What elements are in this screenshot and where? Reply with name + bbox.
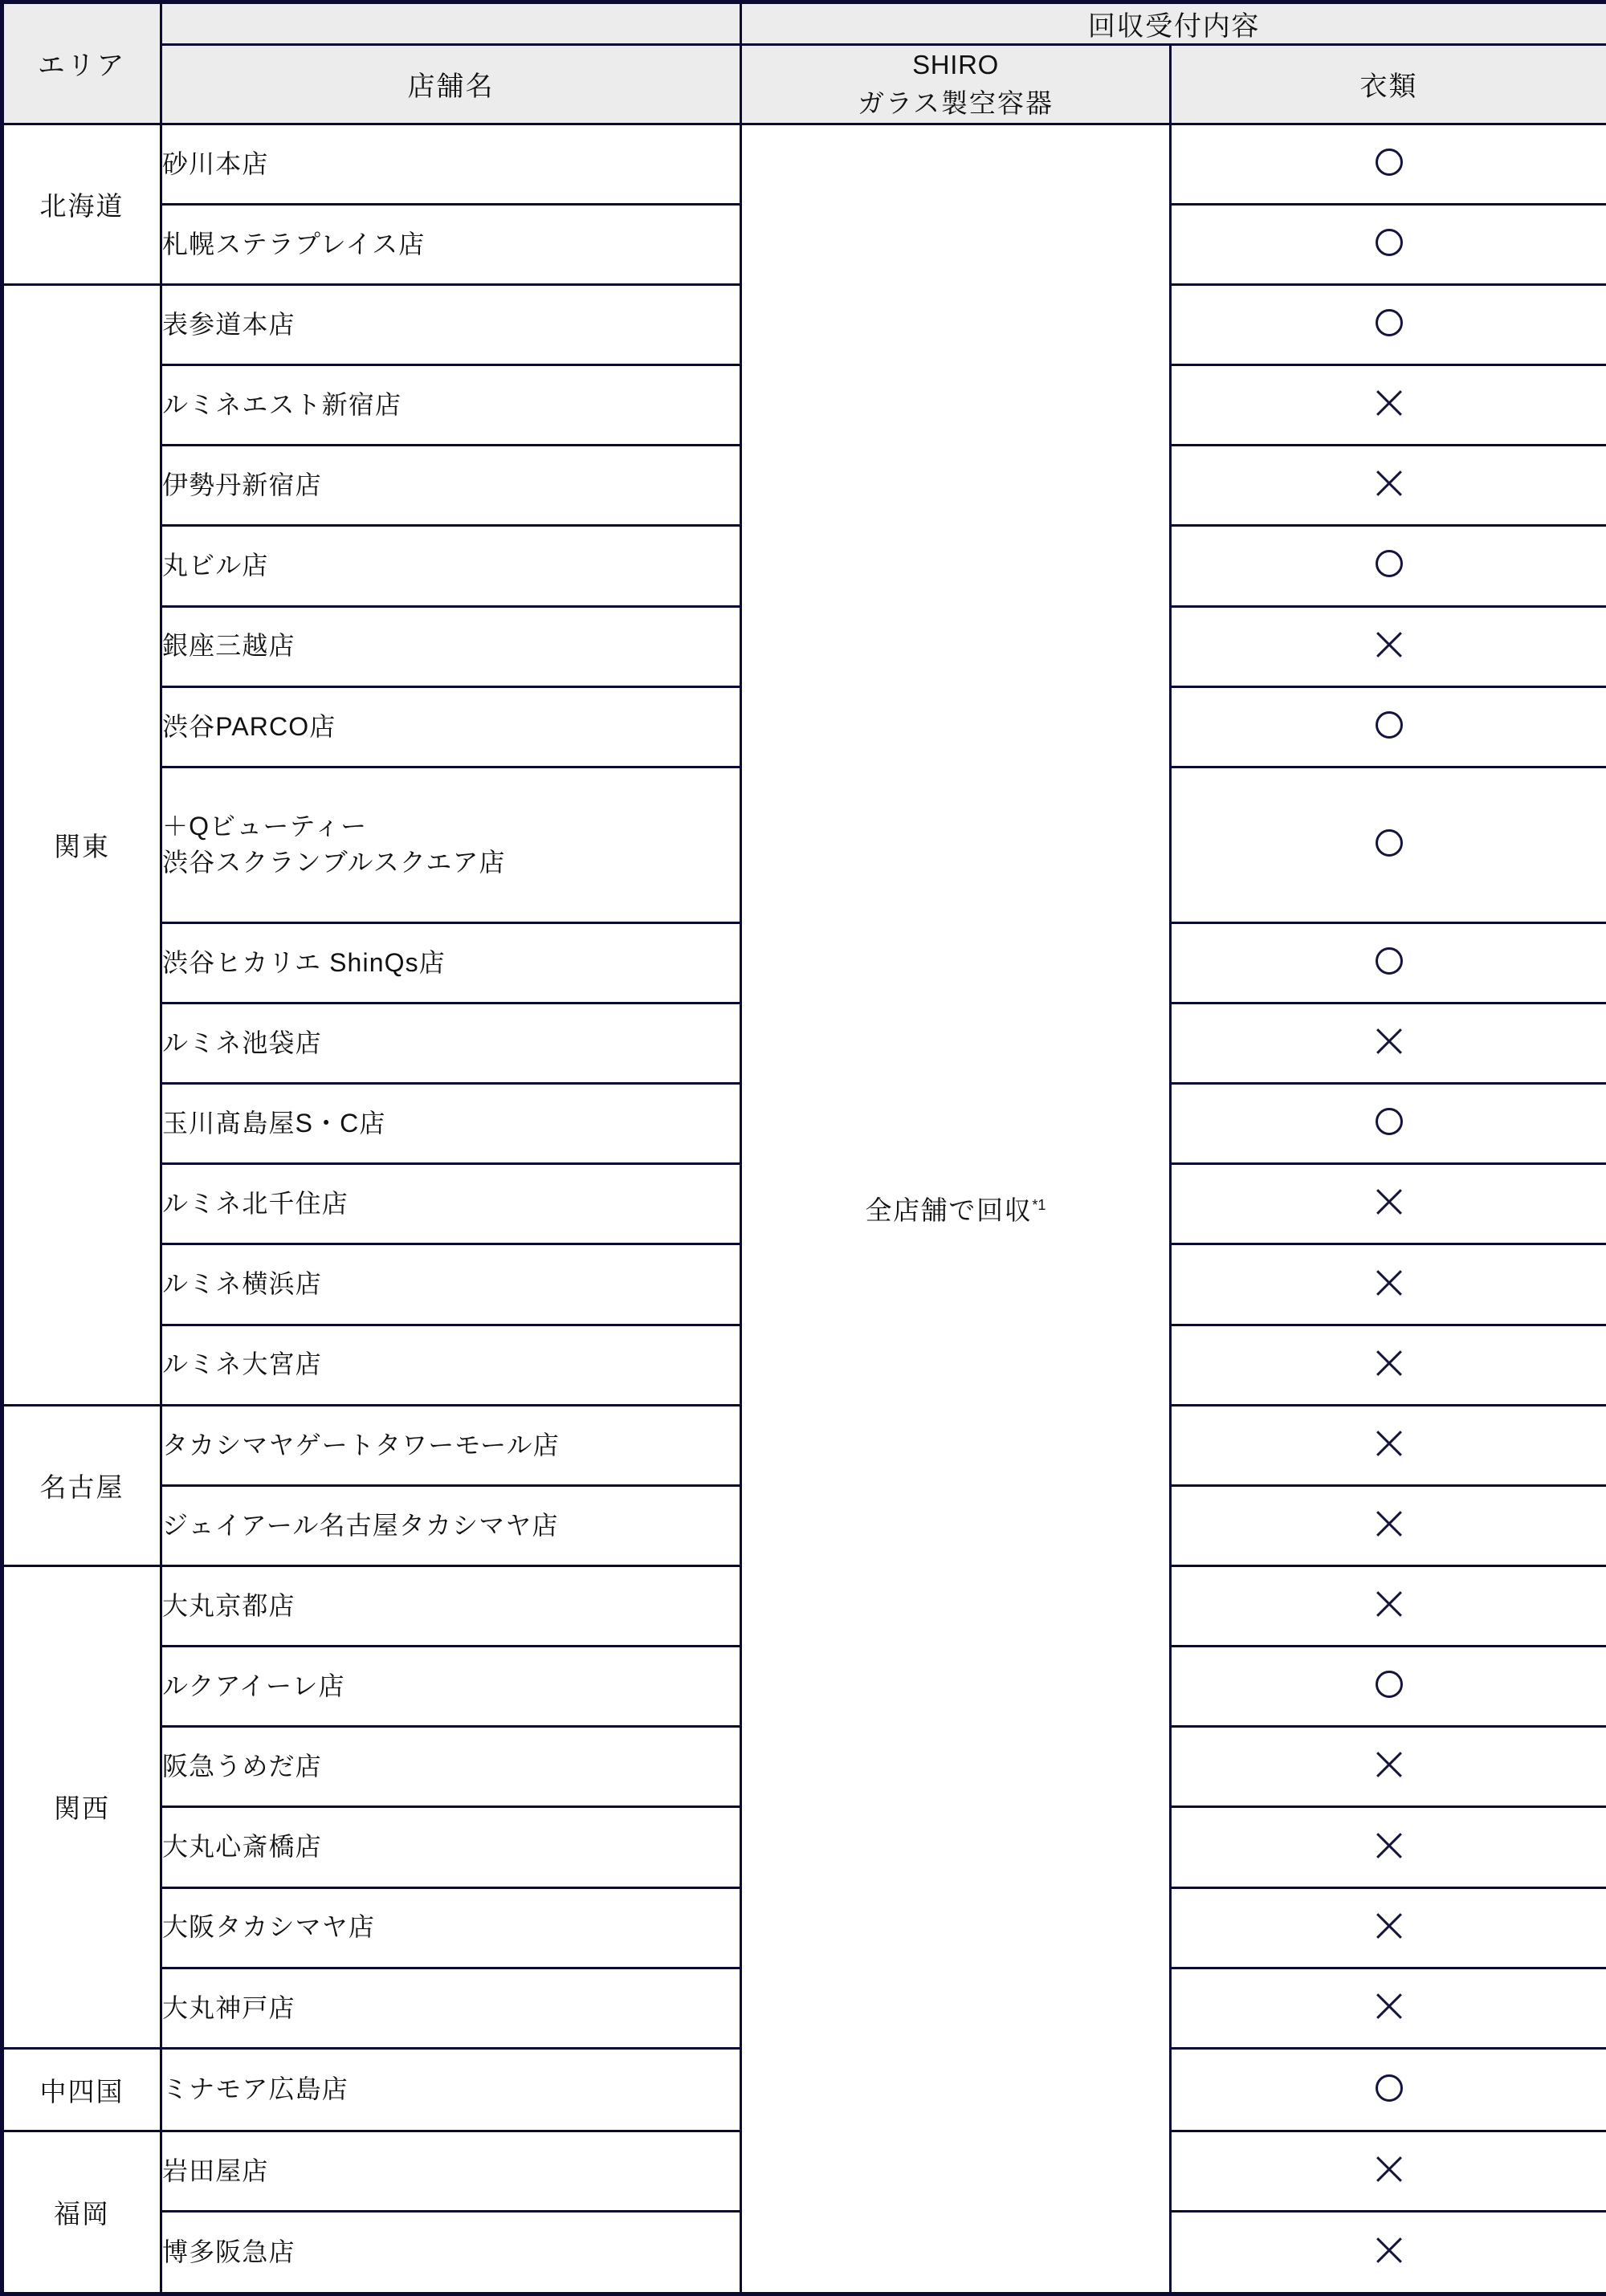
store-name-cell: タカシマヤゲートタワーモール店 <box>161 1405 741 1485</box>
circle-icon <box>1376 947 1403 975</box>
cross-icon <box>1376 470 1403 497</box>
store-name-cell: 博多阪急店 <box>161 2212 741 2294</box>
clothing-mark-cell <box>1171 1485 1606 1565</box>
cross-icon <box>1376 1028 1403 1055</box>
clothing-mark-cell <box>1171 365 1606 446</box>
clothing-mark-cell <box>1171 446 1606 526</box>
cross-icon <box>1376 1269 1403 1297</box>
header-row-1 <box>2 2 1606 45</box>
table-header <box>2 2 1606 124</box>
cross-icon <box>1376 1430 1403 1457</box>
clothing-mark-cell <box>1171 1325 1606 1405</box>
store-name-cell: 大丸京都店 <box>161 1566 741 1647</box>
clothing-mark-cell <box>1171 284 1606 364</box>
cross-icon <box>1376 1912 1403 1940</box>
store-name-cell: 表参道本店 <box>161 284 741 364</box>
clothing-mark-cell <box>1171 1807 1606 1887</box>
store-name-cell: 岩田屋店 <box>161 2131 741 2212</box>
store-name-cell: ルミネ池袋店 <box>161 1003 741 1084</box>
cross-icon <box>1376 1590 1403 1618</box>
cross-icon <box>1376 1832 1403 1859</box>
store-name-cell: ルミネ大宮店 <box>161 1325 741 1405</box>
header-blank-spacer <box>161 2 741 45</box>
area-cell: 関東 <box>2 284 161 1405</box>
store-name-cell: 渋谷ヒカリエ ShinQs店 <box>161 922 741 1003</box>
clothing-mark-cell <box>1171 1566 1606 1647</box>
clothing-mark-cell <box>1171 2131 1606 2212</box>
clothing-mark-cell <box>1171 1244 1606 1325</box>
store-name-cell: 砂川本店 <box>161 124 741 204</box>
clothing-mark-cell <box>1171 1084 1606 1164</box>
store-name-cell: 玉川髙島屋S・C店 <box>161 1084 741 1164</box>
clothing-mark-cell <box>1171 606 1606 686</box>
cross-icon <box>1376 1993 1403 2020</box>
store-name-line1: ＋Qビューティー <box>162 811 368 841</box>
circle-icon <box>1376 1671 1403 1698</box>
clothing-mark-cell <box>1171 1887 1606 1968</box>
clothing-mark-cell <box>1171 1968 1606 2048</box>
circle-icon <box>1376 550 1403 577</box>
clothing-mark-cell <box>1171 1164 1606 1244</box>
store-name-cell: 札幌ステラプレイス店 <box>161 204 741 284</box>
circle-icon <box>1376 2074 1403 2102</box>
store-name-cell <box>161 767 741 922</box>
circle-icon <box>1376 829 1403 857</box>
clothing-mark-cell <box>1171 686 1606 767</box>
circle-icon <box>1376 1108 1403 1135</box>
area-cell: 福岡 <box>2 2131 161 2294</box>
clothing-mark-cell <box>1171 767 1606 922</box>
store-name-cell: 丸ビル店 <box>161 526 741 606</box>
header-area: エリア <box>2 2 161 124</box>
area-cell: 中四国 <box>2 2048 161 2131</box>
cross-icon <box>1376 2156 1403 2183</box>
clothing-mark-cell <box>1171 2048 1606 2131</box>
store-name-cell: ルミネ北千住店 <box>161 1164 741 1244</box>
cross-icon <box>1376 2237 1403 2264</box>
shiro-all-stores-cell <box>741 124 1171 2294</box>
store-name-cell: ミナモア広島店 <box>161 2048 741 2131</box>
cross-icon <box>1376 1510 1403 1537</box>
header-shiro-line2: ガラス製空容器 <box>858 88 1054 118</box>
store-name-cell: ルミネエスト新宿店 <box>161 365 741 446</box>
clothing-mark-cell <box>1171 526 1606 606</box>
store-name-cell: ルミネ横浜店 <box>161 1244 741 1325</box>
circle-icon <box>1376 309 1403 336</box>
area-cell: 名古屋 <box>2 1405 161 1565</box>
clothing-mark-cell <box>1171 2212 1606 2294</box>
store-name-cell: ルクアイーレ店 <box>161 1647 741 1727</box>
circle-icon <box>1376 149 1403 176</box>
circle-icon <box>1376 229 1403 256</box>
store-name-cell: 大阪タカシマヤ店 <box>161 1887 741 1968</box>
shiro-footnote-marker: *1 <box>1032 1196 1046 1213</box>
area-cell: 関西 <box>2 1566 161 2049</box>
header-store-name: 店舗名 <box>161 45 741 124</box>
store-name-cell: 銀座三越店 <box>161 606 741 686</box>
clothing-mark-cell <box>1171 1003 1606 1084</box>
header-shiro-glass-container <box>741 45 1171 124</box>
store-name-cell: 渋谷PARCO店 <box>161 686 741 767</box>
clothing-mark-cell <box>1171 1647 1606 1727</box>
clothing-mark-cell <box>1171 1405 1606 1485</box>
clothing-mark-cell <box>1171 1727 1606 1807</box>
store-name-cell: 伊勢丹新宿店 <box>161 446 741 526</box>
clothing-mark-cell <box>1171 124 1606 204</box>
cross-icon <box>1376 1188 1403 1215</box>
store-name-cell: 阪急うめだ店 <box>161 1727 741 1807</box>
clothing-mark-cell <box>1171 204 1606 284</box>
circle-icon <box>1376 711 1403 739</box>
store-name-cell: 大丸心斎橋店 <box>161 1807 741 1887</box>
store-name-cell: 大丸神戸店 <box>161 1968 741 2048</box>
cross-icon <box>1376 389 1403 417</box>
header-shiro-line1: SHIRO <box>912 50 999 79</box>
shiro-all-stores-text: 全店舗で回収 <box>865 1195 1033 1225</box>
cross-icon <box>1376 1751 1403 1778</box>
cross-icon <box>1376 631 1403 658</box>
clothing-mark-cell <box>1171 922 1606 1003</box>
table-row <box>2 124 1606 204</box>
header-clothing: 衣類 <box>1171 45 1606 124</box>
header-row-2 <box>2 45 1606 124</box>
store-name-cell: ジェイアール名古屋タカシマヤ店 <box>161 1485 741 1565</box>
table-body <box>2 124 1606 2294</box>
header-collection-group: 回収受付内容 <box>741 2 1606 45</box>
store-name-line2: 渋谷スクランブルスクエア店 <box>162 848 506 877</box>
cross-icon <box>1376 1350 1403 1377</box>
area-cell: 北海道 <box>2 124 161 284</box>
